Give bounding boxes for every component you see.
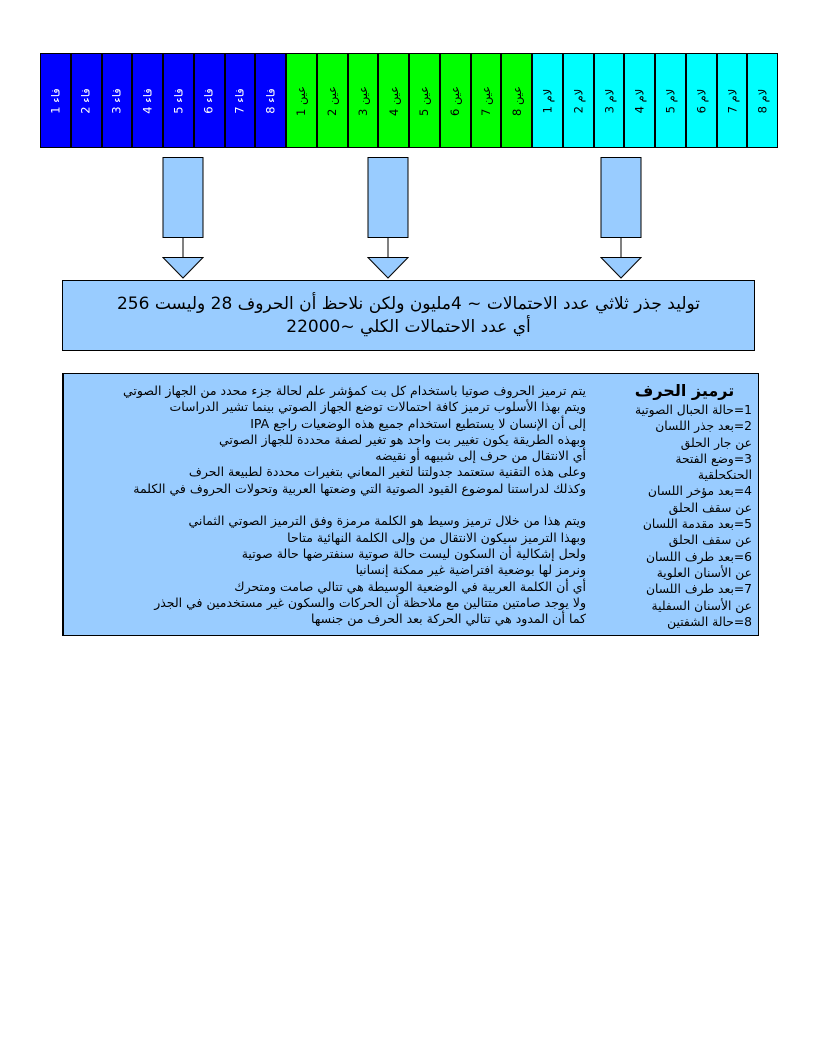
legend-line: عن سقف الحلق <box>668 500 752 515</box>
band-cell-label: فاء 2 <box>79 87 94 114</box>
band-cell <box>163 53 194 148</box>
band-cell <box>286 53 317 148</box>
body-text-line: إلى أن الإنسان لا يستطيع استخدام جميع هذه الوضعيات راجع IPA <box>250 415 586 431</box>
band-cell <box>686 53 717 148</box>
legend-line: 8=حالة الشفتين <box>667 614 752 629</box>
band-cell <box>594 53 625 148</box>
band-cell <box>409 53 440 148</box>
legend-column <box>614 374 758 635</box>
band-cell-label: فاء 6 <box>202 87 217 114</box>
summary-line-2: أي عدد الاحتمالات الكلي ~22000 <box>286 316 531 337</box>
band-cell-label: عين 4 <box>386 85 401 116</box>
band-cell-label: فاء 8 <box>263 87 278 114</box>
body-text-line <box>70 497 586 513</box>
legend-line: عن الأسنان السفلية <box>651 598 752 613</box>
body-text-line: ولحل إشكالية أن السكون ليست حالة صوتية سنفترضها حالة صوتية <box>241 545 586 561</box>
band-cell <box>317 53 348 148</box>
body-text-line: ويتم هذا من خلال ترميز وسيط هو الكلمة مرمزة وفق الترميز الصوتي الثماني <box>188 513 586 529</box>
band-cell-label: عين 5 <box>417 85 432 116</box>
band-cell-label: عين 6 <box>448 85 463 116</box>
band-cell-label: فاء 4 <box>140 87 155 114</box>
band-cell <box>471 53 502 148</box>
body-text-line: وبهذا الترميز سيكون الانتقال من وإلى الكلمة النهائية متاحا <box>287 529 586 545</box>
flow-down-arrow-3 <box>600 157 642 279</box>
band-cell-label: عين 8 <box>509 85 524 116</box>
legend-line: 7=بعد طرف اللسان <box>645 582 752 597</box>
band-cell <box>747 53 778 148</box>
band-cell-label: فاء 5 <box>171 87 186 114</box>
legend-line: 1=حالة الحبال الصوتية <box>634 403 752 417</box>
band-cell-label: لام 3 <box>601 88 616 113</box>
band-cell <box>655 53 686 148</box>
band-cell-label: عين 3 <box>355 85 370 116</box>
band-cell <box>717 53 748 148</box>
phoneme-band <box>40 53 778 148</box>
band-cell <box>563 53 594 148</box>
legend-line: عن سقف الحلق <box>668 533 752 548</box>
legend-line: عن جار الحلق <box>680 435 752 450</box>
band-cell <box>225 53 256 148</box>
band-cell <box>348 53 379 148</box>
flow-down-arrow-2 <box>367 157 409 279</box>
body-text-line: وعلى هذه التقنية ستعتمد جدولتنا لتغير المعاني بتغيرات محددة لطبيعة الحرف <box>188 464 586 480</box>
band-cell <box>194 53 225 148</box>
legend-line: 4=بعد مؤخر اللسان <box>647 484 752 499</box>
body-text-line: ولا يوجد صامتين متتالين مع ملاحظة أن الحركات والسكون غير مستخدمين في الجذر <box>154 594 586 610</box>
band-cell-label: فاء 3 <box>109 87 124 114</box>
band-cell <box>255 53 286 148</box>
band-cell-label: لام 5 <box>663 88 678 113</box>
body-text-line: أي أن الكلمة العربية في الوضعية الوسيطة هي تتالي صامت ومتحرك <box>234 578 586 594</box>
summary-line-1: توليد جذر ثلاثي عدد الاحتمالات ~ 4مليون ولكن نلاحظ أن الحروف 28 وليست 256 <box>116 293 701 314</box>
legend-line: الحنكحلقية <box>697 468 752 483</box>
band-cell-label: لام 6 <box>694 88 709 113</box>
body-text-line: ونرمز لها بوضعية افتراضية غير ممكنة إنسانيا <box>355 562 586 578</box>
band-cell-label: لام 7 <box>724 88 739 113</box>
band-cell-label: لام 8 <box>755 88 770 113</box>
legend-line: 2=بعد جذر اللسان <box>655 419 752 434</box>
legend-line: 5=بعد مقدمة اللسان <box>642 517 752 532</box>
main-panel <box>62 373 759 636</box>
body-text-line: يتم ترميز الحروف صوتيا باستخدام كل بت كمؤشر علم لحالة جزء محدد من الجهاز الصوتي <box>122 383 586 398</box>
legend-title: ترميز الحرف <box>634 381 735 400</box>
band-cell <box>102 53 133 148</box>
band-cell-label: لام 4 <box>632 88 647 113</box>
band-cell <box>40 53 71 148</box>
band-cell <box>532 53 563 148</box>
band-cell <box>501 53 532 148</box>
flow-down-arrow-1 <box>162 157 204 279</box>
band-cell <box>132 53 163 148</box>
band-cell <box>378 53 409 148</box>
band-cell-label: لام 1 <box>540 88 555 113</box>
band-cell-label: عين 2 <box>325 85 340 116</box>
body-text-line: كما أن المدود هي تتالي الحركة بعد الحرف من جنسها <box>311 611 586 627</box>
body-text-line: أي الانتقال من حرف إلى شبيهه أو نقيضه <box>375 448 586 464</box>
band-cell <box>624 53 655 148</box>
legend-lines <box>617 402 752 630</box>
body-text-column <box>63 374 614 635</box>
band-cell-label: فاء 1 <box>48 87 63 114</box>
band-cell-label: فاء 7 <box>232 87 247 114</box>
legend-line: 6=بعد طرف اللسان <box>645 549 752 564</box>
band-cell-label: لام 2 <box>571 88 586 113</box>
summary-box <box>62 280 755 351</box>
legend-line: 3=وضع الفتحة <box>675 451 752 466</box>
band-cell <box>71 53 102 148</box>
body-text-line: ويتم بهذا الأسلوب ترميز كافة احتمالات توضع الجهاز الصوتي بينما تشير الدراسات <box>169 399 586 415</box>
band-cell <box>440 53 471 148</box>
body-text-line: وكذلك لدراستنا لموضوع القيود الصوتية التي وضعتها العربية وتحولات الحروف في الكلمة <box>133 480 586 496</box>
body-text-line: وبهذه الطريقة يكون تغيير بت واحد هو تغير لصفة محددة للجهاز الصوتي <box>219 431 586 447</box>
band-cell-label: عين 7 <box>478 85 493 116</box>
band-cell-label: عين 1 <box>294 85 309 116</box>
legend-line: عن الأسنان العلوية <box>656 565 752 580</box>
